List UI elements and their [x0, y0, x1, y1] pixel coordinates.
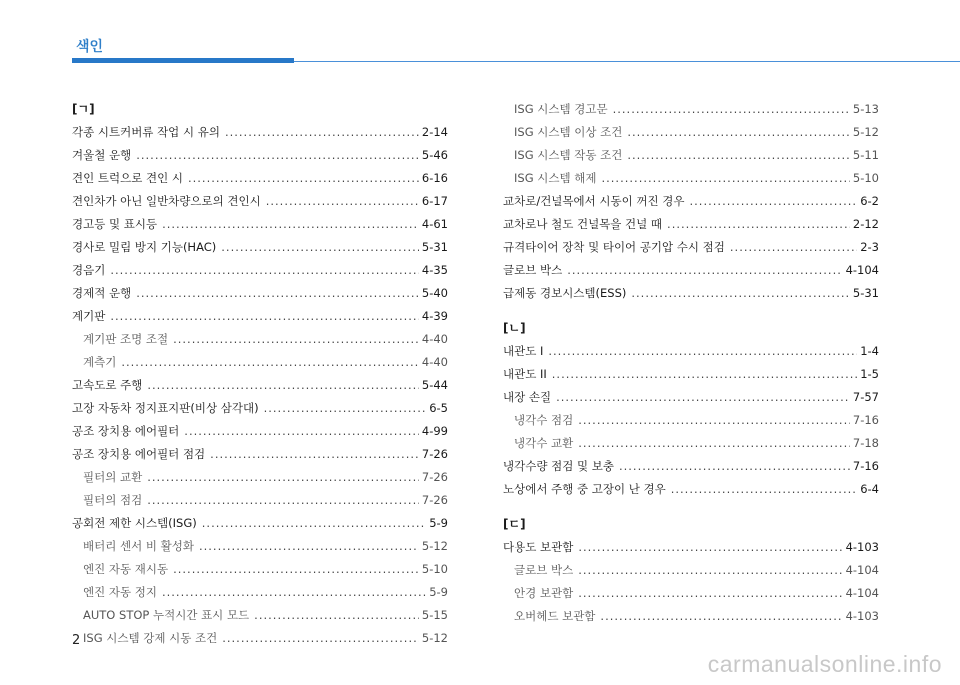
entry-label: 경사로 밀림 방지 기능(HAC): [72, 240, 217, 254]
dot-leader: [199, 535, 419, 558]
entry-label: 냉각수량 점검 및 보충: [503, 459, 614, 473]
section-heading-digeut: [ㄷ]: [503, 517, 526, 531]
entry-page-ref: 5-10: [852, 171, 879, 185]
entry-label: 규격타이어 장착 및 타이어 공기압 수시 점검: [503, 240, 725, 254]
entry-label: 엔진 자동 재시동: [83, 562, 169, 576]
entry-page-ref: 5-46: [421, 148, 448, 162]
entry-page-ref: 7-26: [421, 470, 448, 484]
index-entry[interactable]: [72, 144, 448, 167]
dot-leader: [578, 432, 850, 455]
dot-leader: [730, 236, 857, 259]
dot-leader: [578, 409, 850, 432]
entry-page-ref: 5-12: [421, 539, 448, 553]
entry-label: 계기판 조명 조절: [83, 332, 169, 346]
entry-page-ref: 4-40: [421, 332, 448, 346]
entry-label: 내장 손질: [503, 390, 552, 404]
index-entry[interactable]: [503, 536, 879, 559]
entry-label: 글로브 박스: [503, 263, 563, 277]
entry-label: 공조 장치용 에어필터: [72, 424, 180, 438]
entry-label: 냉각수 점검: [514, 413, 574, 427]
index-entry[interactable]: [72, 328, 448, 351]
index-entry[interactable]: [72, 397, 448, 420]
index-entry[interactable]: [503, 259, 879, 282]
dot-leader: [225, 121, 419, 144]
dot-leader: [221, 236, 419, 259]
dot-leader: [110, 259, 419, 282]
index-entry[interactable]: [72, 627, 448, 650]
entry-label: 공회전 제한 시스템(ISG): [72, 516, 197, 530]
entry-label: ISG 시스템 경고문: [514, 102, 608, 116]
dot-leader: [147, 466, 419, 489]
entry-page-ref: 7-18: [852, 436, 879, 450]
entry-label: 경고등 및 표시등: [72, 217, 158, 231]
entry-list-nieun: [503, 340, 879, 501]
index-entry[interactable]: [72, 581, 448, 604]
entry-label: 계측기: [83, 355, 117, 369]
index-entry[interactable]: [503, 213, 879, 236]
entry-page-ref: 5-12: [852, 125, 879, 139]
entry-page-ref: 5-31: [421, 240, 448, 254]
entry-label: 노상에서 주행 중 고장이 난 경우: [503, 482, 666, 496]
entry-list-digeut: [503, 536, 879, 628]
index-entry[interactable]: [72, 512, 448, 535]
entry-page-ref: 5-13: [852, 102, 879, 116]
entry-page-ref: 5-10: [421, 562, 448, 576]
dot-leader: [556, 386, 850, 409]
index-entry[interactable]: [503, 386, 879, 409]
dot-leader: [173, 328, 419, 351]
index-entry[interactable]: [72, 305, 448, 328]
index-entry[interactable]: [503, 98, 879, 121]
entry-page-ref: 6-17: [421, 194, 448, 208]
index-entry[interactable]: [72, 236, 448, 259]
entry-label: 글로브 박스: [514, 563, 574, 577]
index-title: 색인: [76, 39, 104, 55]
index-column-right: [503, 98, 879, 628]
entry-page-ref: 5-12: [421, 631, 448, 645]
index-entry[interactable]: [72, 282, 448, 305]
dot-leader: [689, 190, 857, 213]
entry-page-ref: 1-4: [860, 344, 879, 358]
entry-page-ref: 4-104: [845, 586, 879, 600]
index-entry[interactable]: [72, 420, 448, 443]
dot-leader: [601, 167, 849, 190]
entry-label: 안경 보관함: [514, 586, 574, 600]
index-entry[interactable]: [72, 190, 448, 213]
entry-page-ref: 4-103: [845, 609, 879, 623]
watermark: carmanualsonline.info: [707, 651, 942, 677]
entry-page-ref: 1-5: [860, 367, 879, 381]
index-entry[interactable]: [72, 489, 448, 512]
section-heading-nieun: [ㄴ]: [503, 321, 526, 335]
entry-page-ref: 5-15: [421, 608, 448, 622]
index-entry[interactable]: [72, 443, 448, 466]
index-entry[interactable]: [503, 282, 879, 305]
header-rule-line: [294, 61, 960, 62]
dot-leader: [173, 558, 419, 581]
entry-page-ref: 7-26: [421, 493, 448, 507]
dot-leader: [264, 397, 427, 420]
entry-page-ref: 4-99: [421, 424, 448, 438]
entry-label: ISG 시스템 해제: [514, 171, 597, 185]
entry-page-ref: 4-103: [845, 540, 879, 554]
index-entry[interactable]: [72, 213, 448, 236]
dot-leader: [627, 144, 850, 167]
entry-label: 고장 자동차 정지표지판(비상 삼각대): [72, 401, 259, 415]
dot-leader: [266, 190, 419, 213]
page-number: 2: [72, 633, 81, 648]
index-entry[interactable]: [72, 121, 448, 144]
index-entry[interactable]: [503, 236, 879, 259]
index-entry[interactable]: [503, 432, 879, 455]
index-entry[interactable]: [503, 363, 879, 386]
entry-label: 다용도 보관함: [503, 540, 574, 554]
dot-leader: [631, 282, 850, 305]
entry-label: 공조 장치용 에어필터 점검: [72, 447, 206, 461]
index-entry[interactable]: [72, 604, 448, 627]
dot-leader: [578, 582, 842, 605]
dot-leader: [548, 340, 857, 363]
index-entry[interactable]: [503, 340, 879, 363]
entry-page-ref: 2-14: [421, 125, 448, 139]
entry-page-ref: 6-16: [421, 171, 448, 185]
dot-leader: [202, 512, 426, 535]
dot-leader: [613, 98, 850, 121]
entry-label: 급제동 경보시스템(ESS): [503, 286, 627, 300]
entry-label: 고속도로 주행: [72, 378, 143, 392]
entry-page-ref: 4-39: [421, 309, 448, 323]
dot-leader: [210, 443, 419, 466]
index-entry[interactable]: [72, 558, 448, 581]
entry-label: 냉각수 교환: [514, 436, 574, 450]
dot-leader: [162, 213, 419, 236]
entry-page-ref: 2-3: [860, 240, 879, 254]
entry-page-ref: 2-12: [852, 217, 879, 231]
dot-leader: [578, 559, 842, 582]
index-entry[interactable]: [503, 605, 879, 628]
entry-label: 교차로나 철도 건널목을 건널 때: [503, 217, 663, 231]
dot-leader: [671, 478, 858, 501]
entry-page-ref: 5-11: [852, 148, 879, 162]
entry-label: 교차로/건널목에서 시동이 꺼진 경우: [503, 194, 685, 208]
section-heading-giyeok: [ㄱ]: [72, 102, 95, 116]
entry-label: 겨울철 운행: [72, 148, 132, 162]
entry-label: 엔진 자동 정지: [83, 585, 157, 599]
dot-leader: [567, 259, 842, 282]
index-entry[interactable]: [503, 409, 879, 432]
index-entry[interactable]: [503, 582, 879, 605]
entry-label: 배터리 센서 비 활성화: [83, 539, 194, 553]
entry-page-ref: 4-40: [421, 355, 448, 369]
entry-page-ref: 6-2: [860, 194, 879, 208]
dot-leader: [667, 213, 850, 236]
entry-page-ref: 5-44: [421, 378, 448, 392]
entry-label: 계기판: [72, 309, 106, 323]
dot-leader: [222, 627, 419, 650]
dot-leader: [136, 144, 419, 167]
index-entry[interactable]: [503, 144, 879, 167]
entry-label: 견인 트럭으로 견인 시: [72, 171, 183, 185]
entry-label: AUTO STOP 누적시간 표시 모드: [83, 608, 250, 622]
index-entry[interactable]: [72, 167, 448, 190]
index-entry[interactable]: [503, 167, 879, 190]
dot-leader: [121, 351, 419, 374]
index-entry[interactable]: [503, 121, 879, 144]
index-entry[interactable]: [72, 259, 448, 282]
dot-leader: [619, 455, 850, 478]
entry-label: 경제적 운행: [72, 286, 132, 300]
dot-leader: [147, 489, 419, 512]
dot-leader: [147, 374, 419, 397]
index-entry[interactable]: [72, 351, 448, 374]
index-column-left: [72, 98, 448, 650]
entry-page-ref: 6-4: [860, 482, 879, 496]
entry-label: 내관도 I: [503, 344, 544, 358]
dot-leader: [110, 305, 419, 328]
index-entry[interactable]: [72, 535, 448, 558]
entry-page-ref: 5-9: [429, 585, 448, 599]
entry-page-ref: 4-61: [421, 217, 448, 231]
index-entry[interactable]: [503, 190, 879, 213]
entry-label: ISG 시스템 강제 시동 조건: [83, 631, 218, 645]
dot-leader: [184, 420, 419, 443]
dot-leader: [254, 604, 419, 627]
entry-page-ref: 7-26: [421, 447, 448, 461]
index-entry[interactable]: [72, 466, 448, 489]
entry-page-ref: 5-9: [429, 516, 448, 530]
dot-leader: [578, 536, 842, 559]
entry-page-ref: 7-16: [852, 459, 879, 473]
dot-leader: [627, 121, 850, 144]
entry-page-ref: 4-35: [421, 263, 448, 277]
entry-page-ref: 4-104: [845, 263, 879, 277]
index-entry[interactable]: [503, 559, 879, 582]
index-entry[interactable]: [503, 455, 879, 478]
entry-label: ISG 시스템 이상 조건: [514, 125, 623, 139]
entry-label: 경음기: [72, 263, 106, 277]
dot-leader: [188, 167, 419, 190]
dot-leader: [600, 605, 842, 628]
entry-label: 필터의 교환: [83, 470, 143, 484]
entry-label: 오버헤드 보관함: [514, 609, 596, 623]
entry-label: 견인차가 아닌 일반차량으로의 견인시: [72, 194, 261, 208]
header-rule-accent: [72, 58, 294, 63]
entry-list-giyeok-continued: [503, 98, 879, 305]
entry-page-ref: 6-5: [429, 401, 448, 415]
entry-label: ISG 시스템 작동 조건: [514, 148, 623, 162]
entry-page-ref: 7-57: [852, 390, 879, 404]
entry-page-ref: 5-40: [421, 286, 448, 300]
entry-list-giyeok: [72, 121, 448, 650]
index-entry[interactable]: [503, 478, 879, 501]
index-entry[interactable]: [72, 374, 448, 397]
entry-page-ref: 5-31: [852, 286, 879, 300]
entry-page-ref: 4-104: [845, 563, 879, 577]
entry-label: 필터의 점검: [83, 493, 143, 507]
entry-label: 내관도 II: [503, 367, 547, 381]
dot-leader: [162, 581, 426, 604]
entry-page-ref: 7-16: [852, 413, 879, 427]
dot-leader: [552, 363, 857, 386]
entry-label: 각종 시트커버류 작업 시 유의: [72, 125, 220, 139]
dot-leader: [136, 282, 419, 305]
